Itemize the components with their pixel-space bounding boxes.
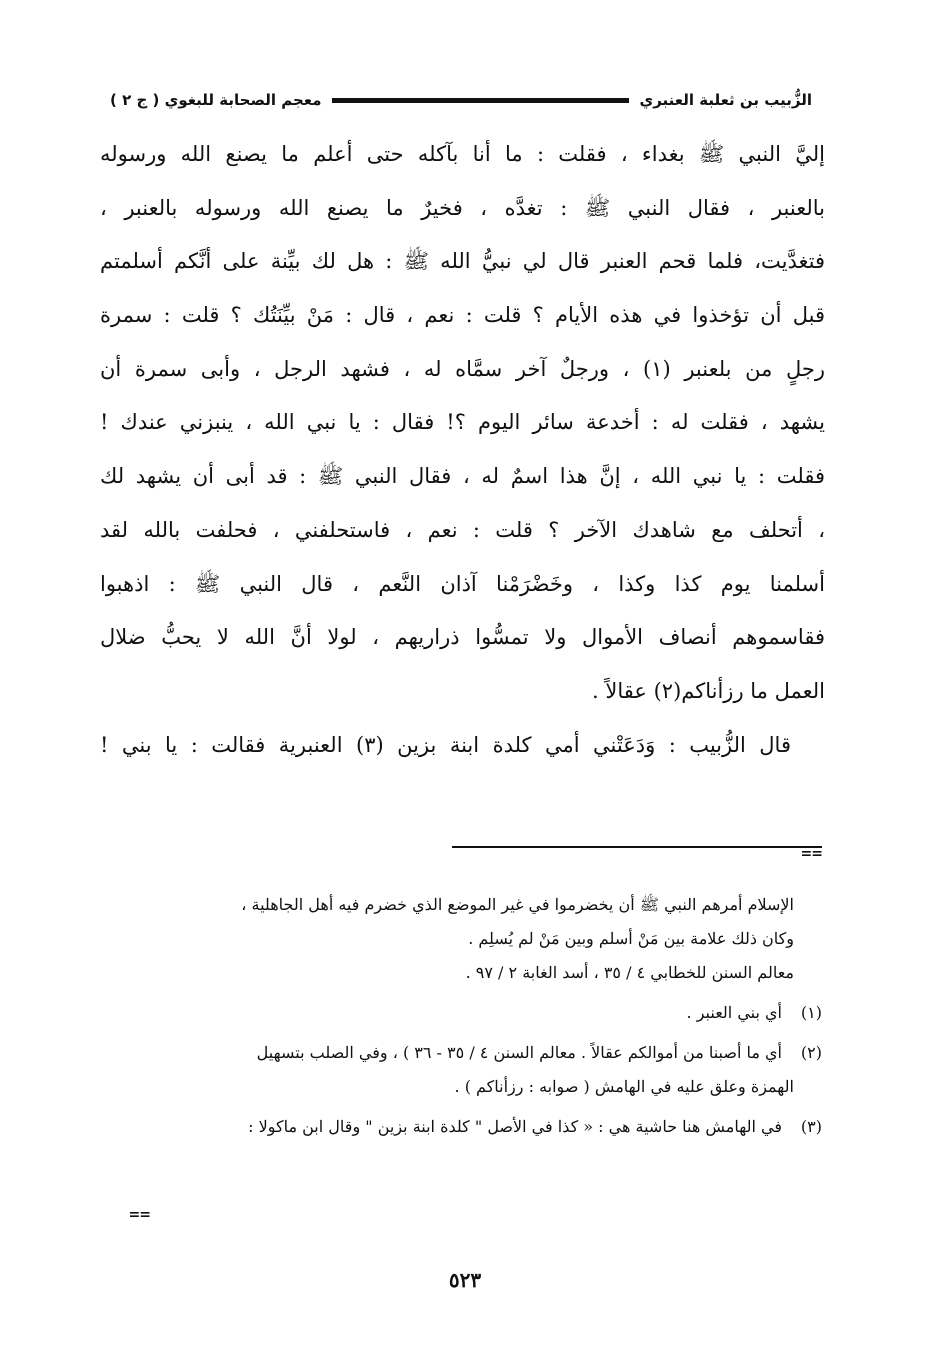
text-line: بالعنبر ، فقال النبي ﷺ : تغدَّه ، فخيرٌ ما يصنع الله ورسوله بالعنبر ، [100,195,825,220]
text-line: العمل ما رزأناكم(٢) عقالاً . [592,678,825,703]
text-line: فقلت : يا نبي الله ، إنَّ هذا اسمٌ له ، فقال النبي ﷺ : قد أبى أن يشهد لك [100,464,825,489]
header-book-title: معجم الصحابة للبغوي ( ج ٢ ) [110,91,322,109]
text-line: رجلٍ من بلعنبر (١) ، ورجلٌ آخر سمَّاه له ، فشهد الرجل ، وأبى سمرة أن [100,356,825,381]
header-rule [332,98,630,103]
footnote-continuation-line: الإسلام أمرهم النبي ﷺ أن يخضرموا في غير الموضع الذي خضرم فيه أهل الجاهلية ، [241,895,794,914]
running-header [110,84,812,116]
footnote-2-continuation: الهمزة وعلق عليه في الهامش ( صوابه : رزأناكم ) . [454,1077,794,1096]
footnote-text: في الهامش هنا حاشية هي : « كذا في الأصل " كلدة ابنة بزين " وقال ابن ماكولا : [248,1117,782,1136]
text-line: يشهد ، فقلت له : أخدعة سائر اليوم ؟! فقال : يا نبي الله ، ينبزني عندك ! [100,410,825,435]
footnote-1 [100,996,822,1030]
footnote-continuation-line: معالم السنن للخطابي ٤ / ٣٥ ، أسد الغابة ٢ / ٩٧ . [465,963,794,982]
footnote-2 [100,1036,822,1070]
text-line: ، أتحلف مع شاهدك الآخر ؟ قلت : نعم ، فاستحلفني ، فحلفت بالله لقد [100,517,825,542]
text-line: فقاسموهم أنصاف الأموال ولا تمسُّوا ذراريهم ، لولا أنَّ الله لا يحبُّ ضلال [100,625,825,650]
text-line-paragraph: قال الزُّبيب : وَدَعَتْني أمي كلدة ابنة بزين (٣) العنبرية فقالت : يا بني ! [100,732,791,757]
continuation-mark-top: == [800,846,822,862]
footnote-3 [100,1110,822,1144]
footnote-text: أي ما أصبنا من أموالكم عقالاً . معالم السنن ٤ / ٣٥ - ٣٦ ) ، وفي الصلب بتسهيل [256,1043,782,1062]
page-number: ٥٢٣ [448,1268,482,1292]
main-text [100,128,825,772]
footnote-separator [452,846,822,848]
footnote-number: (٢) [800,1043,822,1062]
text-line: أسلمنا يوم كذا وكذا ، وخَضْرَمْنا آذان النَّعم ، قال النبي ﷺ : اذهبوا [100,571,825,596]
footnote-number: (٣) [800,1117,822,1136]
header-chapter-title: الزُّبيب بن ثعلبة العنبري [639,91,812,109]
text-line: إليَّ النبي ﷺ بغداء ، فقلت : ما أنا بآكله حتى أعلم ما يصنع الله ورسوله [100,142,825,166]
footnotes [100,888,822,1144]
text-line: فتغدَّيت، فلما قحم العنبر قال لي نبيُّ الله ﷺ : هل لك بيِّنة على أنَّكم أسلمتم [100,249,825,274]
text-line: قبل أن تؤخذوا في هذه الأيام ؟ قلت : نعم ، قال : مَنْ بيِّنَتُك ؟ قلت : سمرة [100,303,825,328]
footnote-text: أي بني العنبر . [686,1003,782,1022]
footnote-number: (١) [800,1003,822,1022]
footnote-continuation-line: وكان ذلك علامة بين مَنْ أسلم وبين مَنْ لم يُسلِم . [468,929,794,948]
continuation-mark-bottom: == [128,1207,150,1223]
